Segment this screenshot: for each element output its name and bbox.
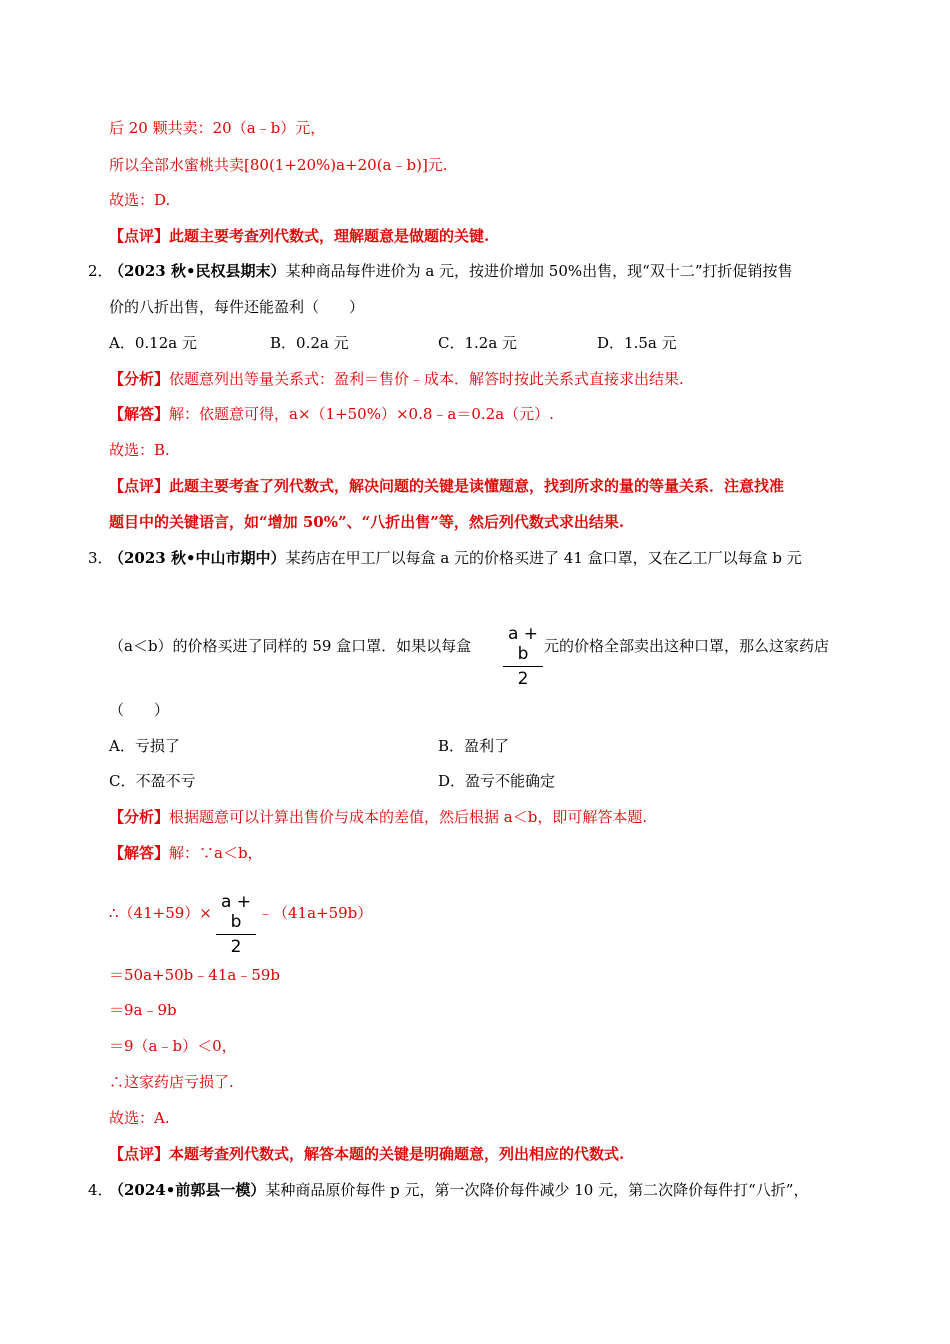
q2-number: 2．: [88, 262, 113, 280]
q2-answer: [109, 404, 554, 424]
q3-calc-left: ∴（41+59）×: [109, 904, 212, 922]
q2-option-b: B．0.2a 元: [270, 334, 349, 352]
q2-option-d: D．1.5a 元: [597, 334, 677, 352]
answer-text: 解：依题意可得，a×（1+50%）×0.8﹣a＝0.2a（元）.: [169, 405, 554, 423]
q3-choice: 故选：A.: [109, 1109, 170, 1127]
fraction-bar: [503, 666, 543, 667]
analysis-tag: 【分析】: [109, 370, 170, 388]
q2-choice: 故选：B.: [109, 441, 170, 459]
q1-comment: [109, 226, 489, 246]
comment-tag: 【点评】: [109, 1145, 170, 1163]
fraction-bar: [216, 934, 256, 935]
q4-number: 4．: [88, 1181, 113, 1199]
q4-source: （2024•前郭县一模）: [109, 1181, 266, 1199]
q2-stem-line-2: 价的八折出售，每件还能盈利（ ）: [109, 298, 365, 316]
q3-stem-line-2a: （a＜b）的价格买进了同样的 59 盒口罩．如果以每盒: [109, 637, 472, 655]
q3-stem-line-2b: 元的价格全部卖出这种口罩，那么这家药店: [544, 637, 830, 655]
q3-step-4: ∴这家药店亏损了.: [109, 1073, 234, 1091]
q3-fraction: [503, 624, 543, 689]
q3-comment: [109, 1144, 624, 1164]
answer-text: 解：∵a＜b，: [169, 844, 263, 862]
q2-comment-line-1: [109, 476, 784, 496]
fraction-numerator: a + b: [220, 892, 252, 932]
q2-source: （2023 秋•民权县期末）: [109, 262, 286, 280]
q3-stem-text: 某药店在甲工厂以每盒 a 元的价格买进了 41 盒口罩，又在乙工厂以每盒 b 元: [285, 549, 802, 567]
q3-analysis: [109, 807, 647, 827]
q3-step-2: ＝9a﹣9b: [109, 1001, 177, 1019]
q3-source: （2023 秋•中山市期中）: [109, 549, 286, 567]
q2-analysis: [109, 369, 684, 389]
analysis-tag: 【分析】: [109, 808, 170, 826]
comment-text: 此题主要考查了列代数式，解决问题的关键是读懂题意，找到所求的量的等量关系．注意找准: [169, 477, 785, 495]
q3-option-d: D．盈亏不能确定: [438, 772, 556, 790]
q2-stem-line-1: [109, 261, 793, 281]
q3-option-c: C．不盈不亏: [109, 772, 196, 790]
q4-stem-text: 某种商品原价每件 p 元，第一次降价每件减少 10 元，第二次降价每件打“八折”，: [265, 1181, 809, 1199]
analysis-text: 根据题意可以计算出售价与成本的差值，然后根据 a＜b，即可解答本题.: [169, 808, 648, 826]
fraction-denominator: 2: [230, 937, 242, 957]
answer-tag: 【解答】: [109, 405, 170, 423]
q2-option-c: C．1.2a 元: [438, 334, 518, 352]
q3-step-3: ＝9（a﹣b）＜0，: [109, 1037, 237, 1055]
q3-option-b: B．盈利了: [438, 737, 510, 755]
q1-line-2: 所以全部水蜜桃共卖[80(1+20%)a+20(a﹣b)]元.: [109, 156, 448, 174]
q1-line-1: 后 20 颗共卖：20（a﹣b）元，: [109, 119, 326, 137]
q3-number: 3．: [88, 549, 113, 567]
q3-stem-line-1: [109, 548, 802, 568]
q1-choice: 故选：D.: [109, 191, 171, 209]
fraction-numerator: a + b: [507, 624, 539, 664]
q3-answer: [109, 843, 263, 863]
q2-comment-line-2: 题目中的关键语言，如“增加 50%”、“八折出售”等，然后列代数式求出结果.: [109, 513, 625, 531]
comment-text: 本题考查列代数式，解答本题的关键是明确题意，列出相应的代数式.: [169, 1145, 625, 1163]
q3-option-a: A．亏损了: [109, 737, 180, 755]
q3-step-1: ＝50a+50b﹣41a﹣59b: [109, 966, 281, 984]
answer-tag: 【解答】: [109, 844, 170, 862]
comment-tag: 【点评】: [109, 227, 170, 245]
q3-calc-right: ﹣（41a+59b）: [258, 904, 373, 922]
q3-stem-line-3: （ ）: [109, 701, 170, 719]
fraction-denominator: 2: [517, 669, 529, 689]
comment-tag: 【点评】: [109, 477, 170, 495]
q2-stem-text: 某种商品每件进价为 a 元，按进价增加 50%出售，现“双十二”打折促销按售: [285, 262, 793, 280]
q2-option-a: A．0.12a 元: [109, 334, 197, 352]
q4-stem-line-1: [109, 1180, 808, 1200]
comment-text: 此题主要考查列代数式，理解题意是做题的关键.: [169, 227, 490, 245]
q3-calc-fraction: [216, 892, 256, 957]
analysis-text: 依题意列出等量关系式：盈利＝售价﹣成本．解答时按此关系式直接求出结果.: [169, 370, 684, 388]
